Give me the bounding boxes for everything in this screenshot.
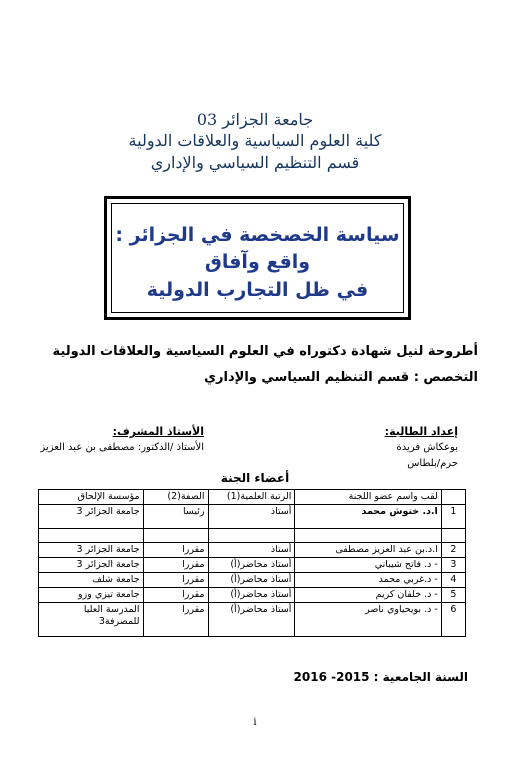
- jury-table: [38, 489, 466, 637]
- row-num: 3: [441, 558, 465, 573]
- row-name: ا.د. خنوش محمد: [295, 505, 441, 529]
- table-row: [39, 505, 466, 529]
- row-name: - د. فاتح شيباني: [295, 558, 441, 573]
- student-name-married: حرم/بلطاس: [407, 458, 458, 469]
- table-row: [39, 573, 466, 588]
- university-name: جامعة الجزائر 03: [196, 110, 314, 129]
- header-role: الصفة(2): [143, 490, 208, 505]
- row-role: رئيسا: [143, 505, 208, 529]
- table-row: [39, 543, 466, 558]
- student-name: بوعكاش فريدة: [396, 442, 458, 453]
- row-num: 6: [441, 603, 465, 637]
- row-num: 1: [441, 505, 465, 529]
- row-rank: [208, 529, 295, 543]
- thesis-title-line-1: سياسة الخصخصة في الجزائر :: [115, 224, 400, 246]
- row-num: 4: [441, 573, 465, 588]
- row-rank: أستاذ محاضر(أ): [208, 558, 295, 573]
- jury-title: أعضاء الجنة: [220, 471, 290, 485]
- academic-year: السنة الجامعية : 2015- 2016: [293, 670, 468, 684]
- supervisor-name: الأستاذ /الدكتور: مصطفى بن عبد العزيز: [40, 442, 204, 453]
- row-institution: المدرسة العليا للمصرفة3: [39, 603, 144, 637]
- row-role: مقررا: [143, 558, 208, 573]
- row-name: [295, 529, 441, 543]
- title-frame: [104, 196, 411, 320]
- row-role: مقررا: [143, 603, 208, 637]
- row-role: [143, 529, 208, 543]
- row-rank: أستاذ: [208, 505, 295, 529]
- row-rank: أستاذ محاضر(أ): [208, 588, 295, 603]
- row-rank: أستاذ: [208, 543, 295, 558]
- row-name: - د. خلفان كريم: [295, 588, 441, 603]
- row-rank: أستاذ محاضر(أ): [208, 573, 295, 588]
- row-role: مقررا: [143, 543, 208, 558]
- thesis-specialty: التخصص : قسم التنظيم السياسي والإداري: [204, 370, 478, 385]
- student-label: إعداد الطالبة:: [384, 425, 458, 438]
- thesis-degree: أطروحة لنيل شهادة دكتوراه في العلوم السياسية والعلاقات الدولية: [52, 344, 478, 359]
- row-num: 5: [441, 588, 465, 603]
- row-institution: جامعة الجزائر 3: [39, 558, 144, 573]
- row-institution: جامعة الجزائر 3: [39, 543, 144, 558]
- faculty-name: كلية العلوم السياسية والعلاقات الدولية: [128, 131, 382, 150]
- thesis-title-line-2: واقع وآفاق: [204, 251, 311, 273]
- supervisor-label: الأستاذ المشرف:: [112, 425, 204, 438]
- header-name: لقب واسم عضو اللجنة: [295, 490, 441, 505]
- row-role: مقررا: [143, 573, 208, 588]
- row-num: [441, 529, 465, 543]
- header-num: [441, 490, 465, 505]
- row-num: 2: [441, 543, 465, 558]
- table-row: [39, 529, 466, 543]
- row-name: ا.د.بن عبد العزيز مصطفى: [295, 543, 441, 558]
- table-header-row: [39, 490, 466, 505]
- thesis-title-line-3: في ظل التجارب الدولية: [146, 279, 369, 301]
- table-row: [39, 558, 466, 573]
- row-institution: جامعة شلف: [39, 573, 144, 588]
- header-institution: مؤسسة الإلحاق: [39, 490, 144, 505]
- row-institution: جامعة الجزائر 3: [39, 505, 144, 529]
- department-name: قسم التنظيم السياسي والإداري: [150, 153, 360, 172]
- row-rank: أستاذ محاضر(أ): [208, 603, 295, 637]
- row-institution: [39, 529, 144, 543]
- title-inner-frame: [111, 203, 404, 313]
- table-row: [39, 603, 466, 637]
- row-institution: جامعة تيزي وزو: [39, 588, 144, 603]
- row-role: مقررا: [143, 588, 208, 603]
- table-row: [39, 588, 466, 603]
- row-name: - د. بويحياوي ناصر: [295, 603, 441, 637]
- page-number: i: [253, 717, 257, 728]
- header-rank: الرتبة العلمية(1): [208, 490, 295, 505]
- row-name: - د.غربي محمد: [295, 573, 441, 588]
